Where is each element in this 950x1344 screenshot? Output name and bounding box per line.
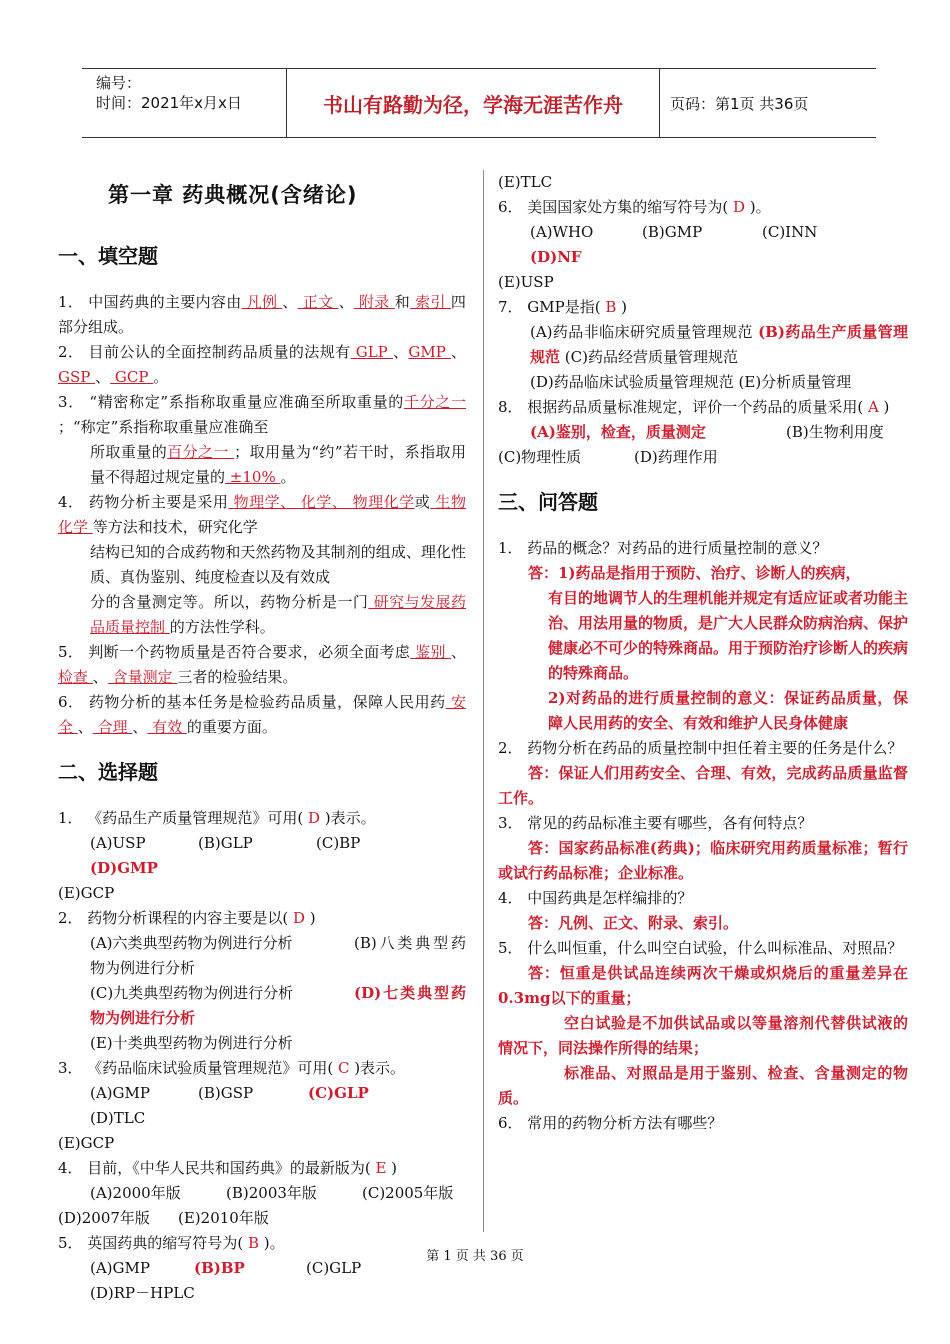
section-choice-title: 二、选择题: [58, 760, 158, 784]
choice-question-4: 4． 目前，《中华人民共和国药典》的最新版为( E ): [58, 1159, 398, 1177]
choice-question-6: 6． 美国国家处方集的缩写符号为( D )。: [498, 198, 771, 216]
choice-question-6-option-e: (E)USP: [498, 273, 554, 291]
choice-question-6-options: (A)WHO (B)GMP (C)INN(D)NF: [530, 223, 818, 266]
qa-question-1: 1． 药品的概念？对药品的进行质量控制的意义？: [498, 539, 828, 557]
section-fill-in-title: 一、填空题: [58, 244, 158, 268]
qa-answer-5b: 空白试验是不加供试品或以等量溶剂代替供试液的情况下，同法操作所得的结果；: [498, 1014, 908, 1057]
number-label: 编号：: [96, 74, 142, 92]
qa-question-2: 2． 药物分析在药品的质量控制中担任着主要的任务是什么？: [498, 739, 903, 757]
choice-question-8: 8． 根据药品质量标准规定，评价一个药品的质量采用( A ): [498, 398, 890, 416]
header-page-label: [660, 69, 876, 137]
section-qa-title: 三、问答题: [498, 490, 598, 514]
page-footer: 第 1 页 共 36 页: [426, 1249, 524, 1264]
choice-question-4-options: (A)2000年版 (B)2003年版 (C)2005年版: [90, 1184, 454, 1202]
choice-question-1-options: (A)USP (B)GLP (C)BP(D)GMP: [90, 834, 361, 877]
choice-question-7-options-ab: (A)药品非临床研究质量管理规范 (B)药品生产质量管理规范 (C)药品经营质量管理规范: [530, 323, 908, 366]
header-motto: [287, 69, 660, 137]
choice-question-2-option-e: (E)十类典型药物为例进行分析: [90, 1034, 293, 1052]
qa-answer-1a: 答：1)药品是指用于预防、治疗、诊断人的疾病，: [528, 564, 861, 582]
document-header: [82, 68, 876, 138]
qa-question-6: 6． 常用的药物分析方法有哪些？: [498, 1114, 723, 1132]
choice-question-3-options: (A)GMP (B)GSP (C)GLP(D)TLC: [90, 1084, 369, 1127]
choice-question-2: 2． 药物分析课程的内容主要是以( D ): [58, 909, 316, 927]
fill-question-4-cont2: 分的含量测定等。所以，药物分析是一门 研究与发展药品质量控制 的方法性学科。: [90, 593, 466, 636]
choice-question-8-options-cd: (C)物理性质 (D)药理作用: [498, 448, 718, 466]
column-divider: [483, 170, 484, 1232]
qa-answer-2: 答：保证人们用药安全、合理、有效，完成药品质量监督工作。: [498, 764, 908, 807]
choice-question-8-options-ab: (A)鉴别，检查，质量测定 (B)生物利用度: [530, 423, 884, 441]
chapter-title: 第一章 药典概况(含绪论): [108, 183, 358, 207]
choice-question-2-options-cd: (C)九类典型药物为例进行分析 (D)七类典型药物为例进行分析: [90, 984, 466, 1027]
choice-question-3-option-e: (E)GCP: [58, 1134, 115, 1152]
fill-question-4: 4． 药物分析主要是采用 物理学、 化学、 物理化学或 生物化学 等方法和技术，研究化学: [58, 493, 466, 536]
fill-question-3: 3． “精密称定”系指称取重量应准确至所取重量的千分之一 ；“称定”系指称取重量应准确至: [58, 393, 466, 436]
fill-question-6: 6． 药物分析的基本任务是检验药品质量，保障人民用药 安全 、 合理 、 有效 的重要方面。: [58, 693, 466, 736]
qa-answer-1b: 有目的地调节人的生理机能并规定有适应证或者功能主治、用法用量的物质，是广大人民群众防病治病、保护健康必不可少的特殊商品。用于预防治疗诊断人的疾病的特殊商品。: [548, 589, 909, 682]
page-label-text: 页码：第1页 共36页: [670, 94, 809, 113]
fill-question-1: 1． 中国药典的主要内容由 凡例 、 正文 、 附录 和 索引 四部分组成。: [58, 293, 466, 336]
choice-question-5: 5． 英国药典的缩写符号为( B )。: [58, 1234, 285, 1252]
left-column: [58, 170, 466, 1306]
qa-answer-4: 答：凡例、正文、附录、索引。: [528, 914, 739, 932]
fill-question-5: 5． 判断一个药物质量是否符合要求，必须全面考虑 鉴别 、 检查 、 含量测定 三者的检验结果。: [58, 643, 466, 686]
choice-question-5-option-e: (E)TLC: [498, 173, 553, 191]
qa-question-3: 3． 常见的药品标准主要有哪些，各有何特点？: [498, 814, 813, 832]
fill-question-3-cont: 所取重量的百分之一 ；取用量为“约”若干时，系指取用量不得超过规定量的 ±10% 。: [90, 443, 466, 486]
qa-answer-5a: 答：恒重是供试品连续两次干燥或炽烧后的重量差异在0.3mg以下的重量；: [498, 964, 908, 1007]
choice-question-2-options-ab: (A)六类典型药物为例进行分析 (B)八类典型药物为例进行分析: [90, 934, 466, 977]
choice-question-3: 3． 《药品临床试验质量管理规范》可用( C )表示。: [58, 1059, 406, 1077]
fill-question-4-cont: 结构已知的合成药物和天然药物及其制剂的组成、理化性质、真伪鉴别、纯度检查以及有效成: [90, 543, 466, 586]
right-column: [498, 170, 908, 1136]
qa-answer-3: 答：国家药品标准(药典)；临床研究用药质量标准；暂行或试行药品标准；企业标准。: [498, 839, 908, 882]
time-label: 时间：2021年x月x日: [96, 94, 242, 112]
qa-question-4: 4． 中国药典是怎样编排的？: [498, 889, 693, 907]
qa-answer-1c: 2)对药品的进行质量控制的意义：保证药品质量，保障人民用药的安全、有效和维护人民身体健康: [548, 689, 908, 732]
choice-question-1-option-e: (E)GCP: [58, 884, 115, 902]
fill-question-2: 2． 目前公认的全面控制药品质量的法规有 GLP 、GMP 、 GSP 、 GCP 。: [58, 343, 466, 386]
choice-question-7: 7． GMP是指( B ): [498, 298, 628, 316]
qa-answer-5c: 标准品、对照品是用于鉴别、检查、含量测定的物质。: [498, 1064, 908, 1107]
choice-question-7-options-de: (D)药品临床试验质量管理规范 (E)分析质量管理: [530, 373, 852, 391]
header-left-cell: [82, 69, 287, 137]
motto-text: 书山有路勤为径，学海无涯苦作舟: [323, 92, 623, 117]
choice-question-1: 1． 《药品生产质量管理规范》可用( D )表示。: [58, 809, 376, 827]
choice-question-4-options-de: (D)2007年版 (E)2010年版: [58, 1209, 269, 1227]
choice-question-5-options: (A)GMP (B)BP (C)GLP(D)RP－HPLC: [90, 1259, 362, 1302]
qa-question-5: 5． 什么叫恒重，什么叫空白试验，什么叫标准品、对照品？: [498, 939, 903, 957]
